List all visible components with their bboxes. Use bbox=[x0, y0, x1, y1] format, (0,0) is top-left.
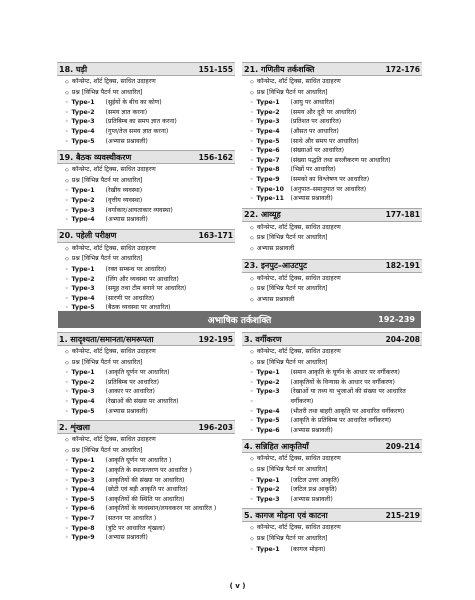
type-name: Type-7 bbox=[71, 514, 95, 522]
type-item bbox=[250, 397, 422, 407]
type-item bbox=[65, 476, 235, 486]
type-description: (सुईयों के बीच का कोण) bbox=[105, 99, 162, 107]
toc-section bbox=[242, 439, 422, 504]
type-name: Type-8 bbox=[71, 524, 95, 532]
type-item bbox=[250, 426, 422, 436]
type-name: Type-6 bbox=[71, 505, 95, 513]
type-name: Type-3 bbox=[71, 388, 95, 396]
section-item: ◇ प्रश्न [विभिन्न पैटर्न पर आधारित] bbox=[65, 88, 235, 99]
band-page-range: 192-239 bbox=[378, 315, 415, 324]
type-description: (बैठक व्यवस्था पर आधारित) bbox=[105, 304, 171, 312]
type-item bbox=[250, 368, 422, 378]
type-description: (समान आकृति के घूर्णन के आधार पर वर्गीकरण) bbox=[290, 369, 400, 377]
type-name: Type-9 bbox=[71, 534, 95, 542]
type-list bbox=[57, 368, 235, 416]
toc-section bbox=[57, 332, 235, 416]
type-description: (छोटी एवं बड़ी आकृति पर आधारित) bbox=[105, 486, 188, 494]
type-description: (अभ्यास प्रश्नावली) bbox=[105, 137, 148, 145]
toc-section bbox=[242, 508, 422, 554]
type-description: (समय ज्ञात करना) bbox=[105, 108, 148, 116]
section-item: ◇ कॉन्सेप्ट, शॉर्ट ट्रिक्स, साधित उदाहरण bbox=[65, 165, 235, 176]
section-title: 23. इनपुट–आउटपुट bbox=[244, 261, 308, 270]
section-page-range: 163-171 bbox=[198, 231, 233, 241]
section-item: ◇ प्रश्न [विभिन्न पैटर्न पर आधारित] bbox=[250, 534, 422, 545]
type-item bbox=[250, 495, 422, 505]
type-description: (अभ्यास प्रश्नावली) bbox=[290, 426, 333, 434]
type-description: (प्रतिशत पर आधारित) bbox=[290, 118, 342, 126]
section-title: 22. आव्यूह bbox=[244, 210, 281, 220]
type-item bbox=[250, 156, 422, 166]
type-description: वर्गीकरण) bbox=[290, 397, 314, 405]
type-description: (आकृति के प्रतिबिम्ब पर आधारित वर्गीकरण) bbox=[290, 417, 392, 425]
type-name: Type-5 bbox=[256, 417, 280, 425]
page-number: ( v ) bbox=[229, 582, 246, 590]
type-name: Type-6 bbox=[256, 426, 280, 434]
type-item bbox=[250, 407, 422, 417]
section-header bbox=[242, 259, 422, 273]
type-item bbox=[250, 127, 422, 137]
section-item: ◇ अभ्यास प्रश्नावली bbox=[250, 244, 422, 255]
type-name: Type-4 bbox=[256, 127, 280, 135]
type-description: (अभ्यास प्रश्नावली) bbox=[105, 534, 148, 542]
section-items bbox=[57, 165, 235, 186]
type-description: (समको का विश्लेषण पर आधारित) bbox=[290, 175, 370, 183]
section-header bbox=[57, 229, 235, 243]
section-page-range: 209-214 bbox=[385, 441, 420, 451]
type-description: (भिन्नों पर आधारित) bbox=[290, 166, 336, 174]
type-description: (आकार पर आधारित) bbox=[105, 388, 155, 396]
toc-section bbox=[242, 259, 422, 306]
section-page-range: 215-219 bbox=[385, 510, 420, 520]
type-list bbox=[242, 476, 422, 505]
type-description: (त्रुटि पर आधारित शृंखला) bbox=[105, 524, 166, 532]
type-description: (सतनन पर आधारित ) bbox=[105, 514, 157, 522]
section-page-range: 172-176 bbox=[385, 64, 420, 74]
section-page-range: 196-203 bbox=[198, 422, 233, 432]
type-name: Type-1 bbox=[71, 369, 95, 377]
type-item bbox=[65, 514, 235, 524]
band-title: अभाषिक तर्कशक्ति bbox=[207, 316, 272, 326]
toc-section bbox=[57, 420, 235, 543]
type-description: (जटिल उत्तर आकृति) bbox=[290, 476, 340, 484]
type-item bbox=[65, 368, 235, 378]
type-name: Type-3 bbox=[71, 285, 95, 293]
type-name: Type-3 bbox=[256, 118, 280, 126]
type-item bbox=[250, 194, 422, 204]
type-name: Type-3 bbox=[71, 476, 95, 484]
type-description: (समूह तथा टीम बनाने पर आधारित) bbox=[105, 285, 187, 293]
toc-section bbox=[57, 229, 235, 323]
type-item bbox=[65, 108, 235, 118]
type-name: Type-2 bbox=[71, 466, 95, 474]
section-item: ◇ कॉन्सेप्ट, शॉर्ट ट्रिक्स, साधित उदाहरण bbox=[65, 244, 235, 255]
section-title: 1. सादृश्यता/समानता/समरूपता bbox=[59, 334, 154, 344]
type-item bbox=[250, 185, 422, 195]
type-name: Type-1 bbox=[71, 99, 95, 107]
section-title: 18. घड़ी bbox=[59, 64, 88, 74]
type-item bbox=[65, 186, 235, 196]
section-item: ◇ प्रश्न [विभिन्न पैटर्न पर आधारित] bbox=[250, 284, 422, 295]
section-item: ◇ कॉन्सेप्ट, शॉर्ट ट्रिक्स, साधित उदाहरण bbox=[250, 523, 422, 534]
type-item bbox=[250, 545, 422, 555]
type-description: (वर्गाकार/आयताकार व्यवस्था) bbox=[105, 206, 173, 214]
section-items bbox=[242, 523, 422, 544]
type-description: (अभ्यास प्रश्नावली) bbox=[290, 495, 333, 503]
type-description: (प्रतिबिम्ब का समय ज्ञात करना) bbox=[105, 118, 177, 126]
type-item bbox=[65, 378, 235, 388]
type-description: (अभ्यास प्रश्नावली) bbox=[290, 195, 333, 203]
type-description: (समय और दूरी पर आधारित) bbox=[290, 108, 357, 116]
section-title: 21. गणितीय तर्कशक्ति bbox=[244, 64, 315, 74]
type-description: (आकृति के स्थानान्तरण पर आधारित ) bbox=[105, 466, 192, 474]
type-item bbox=[65, 495, 235, 505]
section-item: ◇ प्रश्न [विभिन्न पैटर्न पर आधारित] bbox=[65, 176, 235, 187]
type-name: Type-4 bbox=[71, 127, 95, 135]
section-item: ◇ कॉन्सेप्ट, शॉर्ट ट्रिक्स, साधित उदाहरण bbox=[65, 435, 235, 446]
section-header bbox=[242, 439, 422, 453]
section-header bbox=[242, 508, 422, 522]
type-name: Type-5 bbox=[71, 137, 95, 145]
column-bottom-right bbox=[242, 332, 422, 558]
section-item: ◇ प्रश्न [विभिन्न पैटर्न पर आधारित] bbox=[250, 88, 422, 99]
type-item bbox=[250, 476, 422, 486]
section-page-range: 182-191 bbox=[385, 261, 420, 270]
type-item bbox=[65, 533, 235, 543]
section-header bbox=[242, 62, 422, 76]
section-item: ◇ कॉन्सेप्ट, शॉर्ट ट्रिक्स, साधित उदाहरण bbox=[65, 347, 235, 358]
section-page-range: 192-195 bbox=[198, 334, 233, 344]
toc-section bbox=[57, 150, 235, 225]
section-item: ◇ अभ्यास प्रश्नावली bbox=[250, 295, 422, 306]
type-name: Type-5 bbox=[71, 495, 95, 503]
type-item bbox=[65, 485, 235, 495]
section-item: ◇ कॉन्सेप्ट, शॉर्ट ट्रिक्स, साधित उदाहरण bbox=[250, 274, 422, 285]
type-description: (प्रतिबिम्ब पर आधारित) bbox=[105, 378, 160, 386]
section-item: ◇ प्रश्न [विभिन्न पैटर्न पर आधारित] bbox=[250, 465, 422, 476]
type-description: (आकृतियों की स्थिति पर आधारित) bbox=[105, 495, 185, 503]
type-name: Type-4 bbox=[71, 294, 95, 302]
type-name: Type-3 bbox=[256, 388, 280, 396]
type-item bbox=[65, 524, 235, 534]
type-item bbox=[250, 175, 422, 185]
section-item: ◇ प्रश्न [विभिन्न पैटर्न पर आधारित] bbox=[65, 446, 235, 457]
type-name: Type-5 bbox=[256, 137, 280, 145]
section-items bbox=[57, 244, 235, 265]
type-description: (सारणी पर आधारित) bbox=[105, 294, 155, 302]
type-item bbox=[250, 117, 422, 127]
type-description: (रेखीय व्यवस्था) bbox=[105, 187, 143, 195]
type-list bbox=[242, 545, 422, 555]
section-items bbox=[242, 454, 422, 475]
type-item bbox=[250, 98, 422, 108]
type-item bbox=[250, 108, 422, 118]
type-item bbox=[65, 215, 235, 225]
type-name: Type-7 bbox=[256, 156, 280, 164]
type-item bbox=[250, 387, 422, 397]
type-description: (आकृति घूर्णन पर आधारित) bbox=[105, 369, 170, 377]
section-title: 2. शृंखला bbox=[59, 422, 90, 432]
section-item: ◇ कॉन्सेप्ट, शॉर्ट ट्रिक्स, साधित उदाहरण bbox=[250, 347, 422, 358]
type-item bbox=[65, 456, 235, 466]
type-description: (आकृतियों के व्यवस्थान/लयवकरन पर आधारित ) bbox=[105, 505, 217, 513]
section-title: 20. पहेली परीक्षण bbox=[59, 231, 117, 241]
type-name: Type-1 bbox=[71, 265, 95, 273]
type-item bbox=[250, 165, 422, 175]
type-name: Type-2 bbox=[256, 108, 280, 116]
section-items bbox=[242, 77, 422, 98]
type-name: Type-5 bbox=[71, 304, 95, 312]
section-items bbox=[57, 347, 235, 368]
type-name: Type-4 bbox=[256, 407, 280, 415]
section-title: 19. बैठक व्यवस्थीकरण bbox=[59, 152, 132, 162]
type-list bbox=[242, 368, 422, 435]
type-name: Type-1 bbox=[256, 369, 280, 377]
type-name: Type-3 bbox=[256, 495, 280, 503]
type-item bbox=[250, 146, 422, 156]
column-top-left bbox=[57, 62, 235, 326]
type-name: Type-3 bbox=[71, 206, 95, 214]
type-description: (रक्त सम्बन्ध पर आधारित) bbox=[105, 265, 167, 273]
type-list bbox=[57, 186, 235, 224]
type-description: (आकृतियों की संख्या पर आधारित) bbox=[105, 476, 185, 484]
type-description: (संख्याओं पर आधारित) bbox=[290, 147, 345, 155]
section-page-range: 156-162 bbox=[198, 152, 233, 162]
section-item: ◇ प्रश्न [विभिन्न पैटर्न पर आधारित] bbox=[250, 233, 422, 244]
section-item: ◇ कॉन्सेप्ट, शॉर्ट ट्रिक्स, साधित उदाहरण bbox=[250, 223, 422, 234]
type-description: (भीतरी तथा बाहरी आकृति पर आधारित वर्गीकरण) bbox=[290, 407, 405, 415]
type-name: Type-6 bbox=[256, 147, 280, 155]
section-band bbox=[58, 311, 421, 328]
type-name: Type-4 bbox=[71, 486, 95, 494]
type-list bbox=[57, 98, 235, 146]
type-name: Type-2 bbox=[71, 196, 95, 204]
type-item bbox=[250, 378, 422, 388]
type-name: Type-2 bbox=[256, 486, 280, 494]
section-page-range: 204-208 bbox=[385, 334, 420, 344]
type-item bbox=[65, 206, 235, 216]
section-title: 4. सन्निहित आकृतियाँ bbox=[244, 441, 309, 451]
toc-section bbox=[57, 62, 235, 146]
type-item bbox=[65, 397, 235, 407]
type-item bbox=[250, 137, 422, 147]
type-name: Type-5 bbox=[71, 407, 95, 415]
type-item bbox=[65, 275, 235, 285]
column-top-right bbox=[242, 62, 422, 309]
section-header bbox=[57, 420, 235, 434]
section-header bbox=[242, 208, 422, 222]
type-name: Type-8 bbox=[256, 166, 280, 174]
type-item bbox=[65, 504, 235, 514]
type-name: Type-2 bbox=[71, 108, 95, 116]
type-name: Type-9 bbox=[256, 175, 280, 183]
toc-section bbox=[242, 332, 422, 435]
type-description: (अनुपात–समानुपात पर आधारित) bbox=[290, 185, 367, 193]
section-item: ◇ प्रश्न [विभिन्न पैटर्न पर आधारित] bbox=[250, 358, 422, 369]
section-item: ◇ कॉन्सेप्ट, शॉर्ट ट्रिक्स, साधित उदाहरण bbox=[250, 77, 422, 88]
toc-section bbox=[242, 62, 422, 204]
type-name: Type-4 bbox=[71, 216, 95, 224]
section-title: 3. वर्गीकरण bbox=[244, 334, 282, 344]
type-name: Type-1 bbox=[256, 99, 280, 107]
type-description: (जटिल प्रश्न आकृति) bbox=[290, 486, 337, 494]
section-title: 5. कागज मोड़ना एवं काटना bbox=[244, 510, 328, 520]
type-list bbox=[57, 456, 235, 542]
type-name: Type-1 bbox=[71, 187, 95, 195]
type-description: (औसत पर आधारित) bbox=[290, 127, 339, 135]
type-item bbox=[65, 98, 235, 108]
type-item bbox=[65, 284, 235, 294]
type-item bbox=[65, 407, 235, 417]
type-name: Type-2 bbox=[256, 378, 280, 386]
type-name: Type-3 bbox=[71, 118, 95, 126]
type-item bbox=[65, 466, 235, 476]
type-item bbox=[250, 416, 422, 426]
section-header bbox=[242, 332, 422, 346]
type-item bbox=[65, 137, 235, 147]
type-description: (रेखाओं या तथ्य या भुजाओं की संख्या पर आधारित bbox=[290, 388, 406, 396]
section-header bbox=[57, 150, 235, 164]
type-name: Type-11 bbox=[256, 195, 284, 203]
type-description: (आकृति घूर्णन पर आधारित ) bbox=[105, 457, 172, 465]
type-description: (साथे और समय पर आधारित) bbox=[290, 137, 359, 145]
column-bottom-left bbox=[57, 332, 235, 547]
type-description: (अभ्यास प्रश्नावली) bbox=[105, 407, 148, 415]
type-name: Type-4 bbox=[71, 397, 95, 405]
type-name: Type-2 bbox=[71, 378, 95, 386]
type-description: (गुप्त/तेज समय ज्ञात करना) bbox=[105, 127, 169, 135]
type-item bbox=[65, 265, 235, 275]
type-item bbox=[65, 127, 235, 137]
type-name: Type-1 bbox=[256, 476, 280, 484]
toc-section bbox=[242, 208, 422, 255]
type-name: Type-2 bbox=[71, 275, 95, 283]
section-header bbox=[57, 332, 235, 346]
section-items bbox=[57, 77, 235, 98]
section-items bbox=[242, 347, 422, 368]
section-header bbox=[57, 62, 235, 76]
type-item bbox=[250, 485, 422, 495]
section-item: ◇ कॉन्सेप्ट, शॉर्ट ट्रिक्स, साधित उदाहरण bbox=[250, 454, 422, 465]
type-name: Type-1 bbox=[71, 457, 95, 465]
section-page-range: 177-181 bbox=[385, 210, 420, 220]
type-name: Type-10 bbox=[256, 185, 284, 193]
section-items bbox=[242, 223, 422, 255]
section-item: ◇ प्रश्न [विभिन्न पैटर्न पर आधारित] bbox=[65, 358, 235, 369]
type-description: (आकृतियों के विन्यास के आधार पर वर्गीकरण) bbox=[290, 378, 395, 386]
type-description: (लिंग और व्यवस्था पर आधारित) bbox=[105, 275, 179, 283]
type-description: (रेखाओं की संख्या पर आधारित) bbox=[105, 397, 179, 405]
type-list bbox=[242, 98, 422, 204]
section-items bbox=[242, 274, 422, 306]
type-description: (संख्या पद्धति तथा सरलीकरण पर आधारित) bbox=[290, 156, 391, 164]
section-item: ◇ कॉन्सेप्ट, शॉर्ट ट्रिक्स, साधित उदाहरण bbox=[65, 77, 235, 88]
type-item bbox=[65, 294, 235, 304]
type-description: (कागज मोड़ना) bbox=[290, 545, 326, 553]
type-item bbox=[65, 387, 235, 397]
section-items bbox=[57, 435, 235, 456]
type-item bbox=[65, 196, 235, 206]
section-item: ◇ प्रश्न [विभिन्न पैटर्न पर आधारित] bbox=[65, 254, 235, 265]
type-name: Type-1 bbox=[256, 545, 280, 553]
type-description: (आयु पर आधारित) bbox=[290, 99, 335, 107]
type-item bbox=[65, 117, 235, 127]
type-description: (वृत्तीय व्यवस्था) bbox=[105, 196, 143, 204]
section-page-range: 151-155 bbox=[198, 64, 233, 74]
type-description: (अभ्यास प्रश्नावली) bbox=[105, 216, 148, 224]
